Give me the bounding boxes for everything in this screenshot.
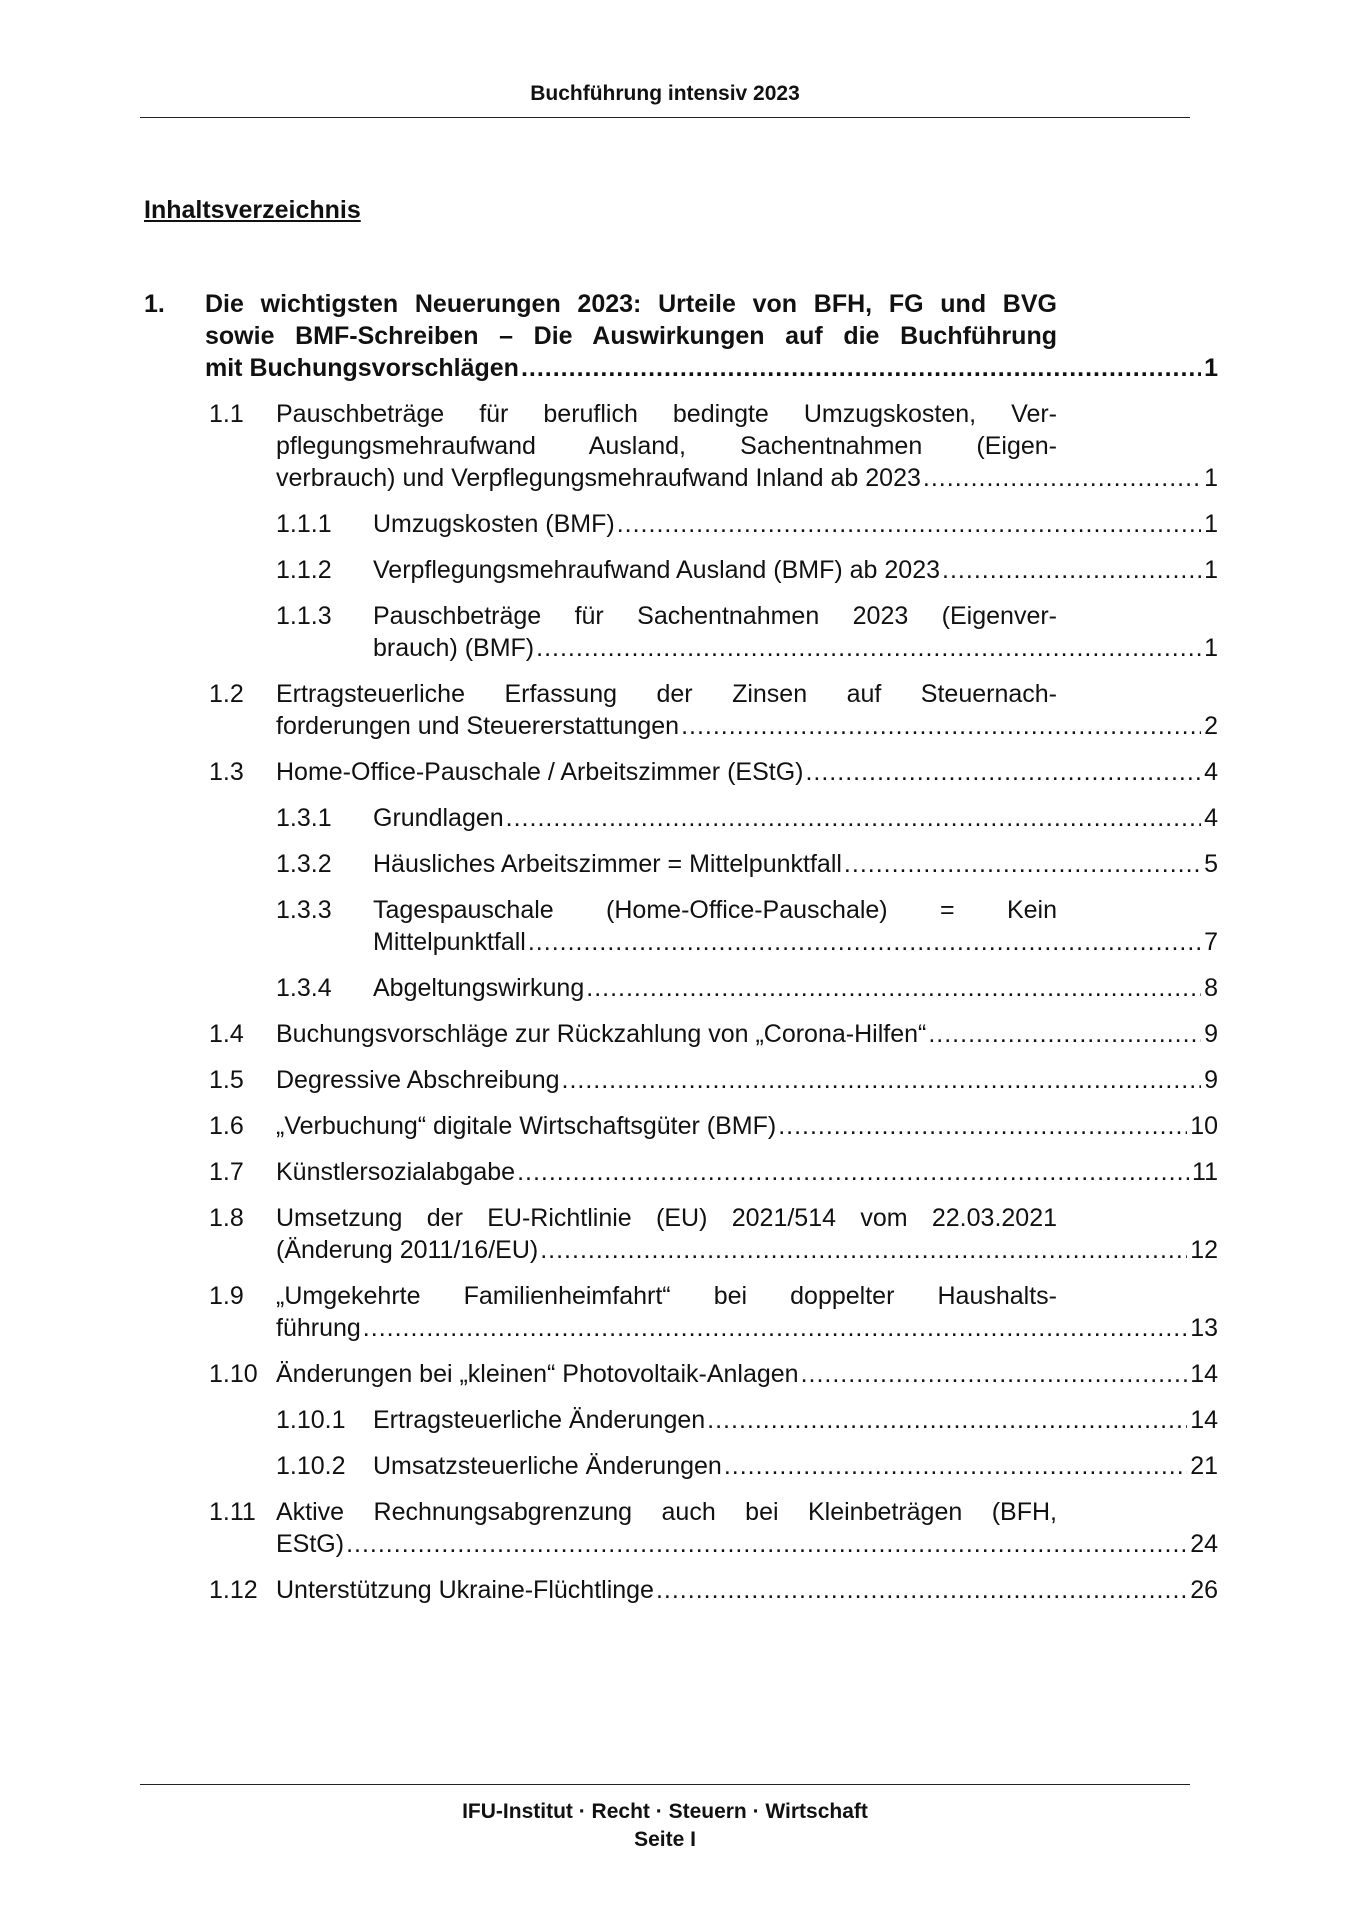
- toc-entry-title-line: forderungen und Steuererstattungen: [276, 712, 680, 740]
- header-rule: [140, 117, 1190, 118]
- dot-leader: [615, 508, 1201, 540]
- toc-entry-number: 1.4: [209, 1020, 244, 1048]
- toc-entry-title-line: Mittelpunktfall: [373, 928, 526, 956]
- toc-entry-page: 5: [1204, 850, 1218, 878]
- toc-entry-title-line: Unterstützung Ukraine-Flüchtlinge: [276, 1576, 654, 1604]
- toc-entry-page: 1: [1204, 556, 1218, 584]
- toc-entry-title-line: Änderungen bei „kleinen“ Photovoltaik-Anlagen: [276, 1360, 799, 1388]
- footer-institute: IFU-Institut · Recht · Steuern · Wirtschaft: [462, 1800, 868, 1823]
- toc-entry-page: 11: [1192, 1158, 1218, 1186]
- toc-entry-title-line: mit Buchungsvorschlägen: [205, 354, 519, 382]
- toc-entry-number: 1.1.3: [276, 602, 332, 630]
- toc-entry-number: 1.3.2: [276, 850, 332, 878]
- toc-entry-number: 1.1.1: [276, 510, 332, 538]
- toc-entry-page: 21: [1190, 1452, 1218, 1480]
- toc-entry-title-line: Tagespauschale (Home-Office-Pauschale) = Kein: [373, 896, 1057, 924]
- toc-entry-page: 1: [1204, 510, 1218, 538]
- dot-leader: [926, 1018, 1201, 1050]
- footer-rule: [140, 1784, 1190, 1785]
- dot-leader: [526, 926, 1201, 958]
- toc-entry-title-line: Umsatzsteuerliche Änderungen: [373, 1452, 722, 1480]
- dot-leader: [654, 1574, 1187, 1606]
- toc-entry-page: 12: [1190, 1236, 1218, 1264]
- toc-entry-title-line: Home-Office-Pauschale / Arbeitszimmer (EStG): [276, 758, 804, 786]
- toc-entry-number: 1.3.1: [276, 804, 332, 832]
- toc-entry-title-line: „Verbuchung“ digitale Wirtschaftsgüter (BMF): [276, 1112, 777, 1140]
- toc-entry-title-line: Abgeltungswirkung: [373, 974, 585, 1002]
- dot-leader: [519, 352, 1201, 384]
- toc-entry-number: 1.: [144, 290, 165, 318]
- toc-entry-title-line: (Änderung 2011/16/EU): [276, 1236, 539, 1264]
- toc-entry-number: 1.10: [209, 1360, 258, 1388]
- dot-leader: [560, 1064, 1202, 1096]
- dot-leader: [504, 802, 1201, 834]
- toc-entry-page: 1: [1204, 354, 1218, 382]
- dot-leader: [722, 1450, 1187, 1482]
- toc-entry-title-line: Künstlersozialabgabe: [276, 1158, 516, 1186]
- toc-entry-title-line: brauch) (BMF): [373, 634, 535, 662]
- toc-entry-title-line: Pauschbeträge für Sachentnahmen 2023 (Eigenver-: [373, 602, 1057, 630]
- toc-entry-number: 1.3.4: [276, 974, 332, 1002]
- dot-leader: [344, 1528, 1187, 1560]
- toc-entry-number: 1.6: [209, 1112, 244, 1140]
- toc-entry-title-line: „Umgekehrte Familienheimfahrt“ bei doppelter Haushalts-: [276, 1282, 1057, 1310]
- toc-entry-title-line: Verpflegungsmehraufwand Ausland (BMF) ab 2023: [373, 556, 941, 584]
- toc-entry-title-line: Umzugskosten (BMF): [373, 510, 615, 538]
- toc-entry-title-line: Häusliches Arbeitszimmer = Mittelpunktfall: [373, 850, 842, 878]
- toc-entry-title-line: sowie BMF-Schreiben – Die Auswirkungen auf die Buchführung: [205, 322, 1057, 350]
- toc-entry-title-line: Aktive Rechnungsabgrenzung auch bei Kleinbeträgen (BFH,: [276, 1498, 1057, 1526]
- toc-entry-page: 14: [1190, 1360, 1218, 1388]
- dot-leader: [803, 756, 1201, 788]
- toc-entry-page: 1: [1204, 464, 1218, 492]
- dot-leader: [679, 710, 1201, 742]
- toc-entry-title-line: Pauschbeträge für beruflich bedingte Umzugskosten, Ver-: [276, 400, 1057, 428]
- toc-heading: Inhaltsverzeichnis: [144, 196, 361, 224]
- toc-entry-page: 13: [1190, 1314, 1218, 1342]
- dot-leader: [705, 1404, 1187, 1436]
- toc-entry-number: 1.3.3: [276, 896, 332, 924]
- toc-entry-page: 14: [1190, 1406, 1218, 1434]
- toc-entry-title-line: pflegungsmehraufwand Ausland, Sachentnahmen (Eigen-: [276, 432, 1057, 460]
- toc-entry-page: 4: [1204, 758, 1218, 786]
- toc-entry-number: 1.1.2: [276, 556, 332, 584]
- toc-entry-title-line: Umsetzung der EU-Richtlinie (EU) 2021/514 vom 22.03.2021: [276, 1204, 1057, 1232]
- toc-entry-number: 1.11: [209, 1498, 256, 1526]
- toc-entry-number: 1.9: [209, 1282, 244, 1310]
- toc-entry-page: 10: [1190, 1112, 1218, 1140]
- dot-leader: [361, 1312, 1187, 1344]
- toc-entry-number: 1.5: [209, 1066, 244, 1094]
- dot-leader: [940, 554, 1201, 586]
- footer-page-number: Seite I: [634, 1828, 696, 1851]
- toc-entry-page: 24: [1190, 1530, 1218, 1558]
- dot-leader: [534, 632, 1201, 664]
- toc-entry-number: 1.12: [209, 1576, 258, 1604]
- page-header: Buchführung intensiv 2023: [530, 82, 800, 105]
- toc-entry-title-line: EStG): [276, 1530, 345, 1558]
- toc-entry-title-line: Die wichtigsten Neuerungen 2023: Urteile von BFH, FG und BVG: [205, 290, 1057, 318]
- toc-entry-title-line: verbrauch) und Verpflegungsmehraufwand Inland ab 2023: [276, 464, 921, 492]
- dot-leader: [842, 848, 1201, 880]
- toc-entry-number: 1.1: [209, 400, 244, 428]
- toc-entry-title-line: Buchungsvorschläge zur Rückzahlung von „Corona-Hilfen“: [276, 1020, 927, 1048]
- toc-entry-title-line: Degressive Abschreibung: [276, 1066, 560, 1094]
- toc-entry-number: 1.8: [209, 1204, 244, 1232]
- toc-entry-page: 2: [1204, 712, 1218, 740]
- toc-entry-title-line: Ertragsteuerliche Änderungen: [373, 1406, 706, 1434]
- toc-entry-number: 1.7: [209, 1158, 244, 1186]
- toc-entry-number: 1.2: [209, 680, 244, 708]
- dot-leader: [799, 1358, 1188, 1390]
- toc-entry-title-line: führung: [276, 1314, 361, 1342]
- toc-entry-number: 1.10.1: [276, 1406, 346, 1434]
- toc-entry-number: 1.3: [209, 758, 244, 786]
- dot-leader: [776, 1110, 1187, 1142]
- dot-leader: [515, 1156, 1189, 1188]
- toc-entry-title-line: Grundlagen: [373, 804, 504, 832]
- toc-entry-page: 26: [1190, 1576, 1218, 1604]
- toc-entry-page: 7: [1204, 928, 1218, 956]
- toc-entry-title-line: Ertragsteuerliche Erfassung der Zinsen auf Steuernach-: [276, 680, 1057, 708]
- toc-entry-page: 1: [1204, 634, 1218, 662]
- dot-leader: [921, 462, 1201, 494]
- toc-entry-number: 1.10.2: [276, 1452, 346, 1480]
- dot-leader: [584, 972, 1201, 1004]
- toc-entry-page: 9: [1204, 1020, 1218, 1048]
- dot-leader: [538, 1234, 1187, 1266]
- toc-entry-page: 9: [1204, 1066, 1218, 1094]
- toc-entry-page: 4: [1204, 804, 1218, 832]
- toc-entry-page: 8: [1204, 974, 1218, 1002]
